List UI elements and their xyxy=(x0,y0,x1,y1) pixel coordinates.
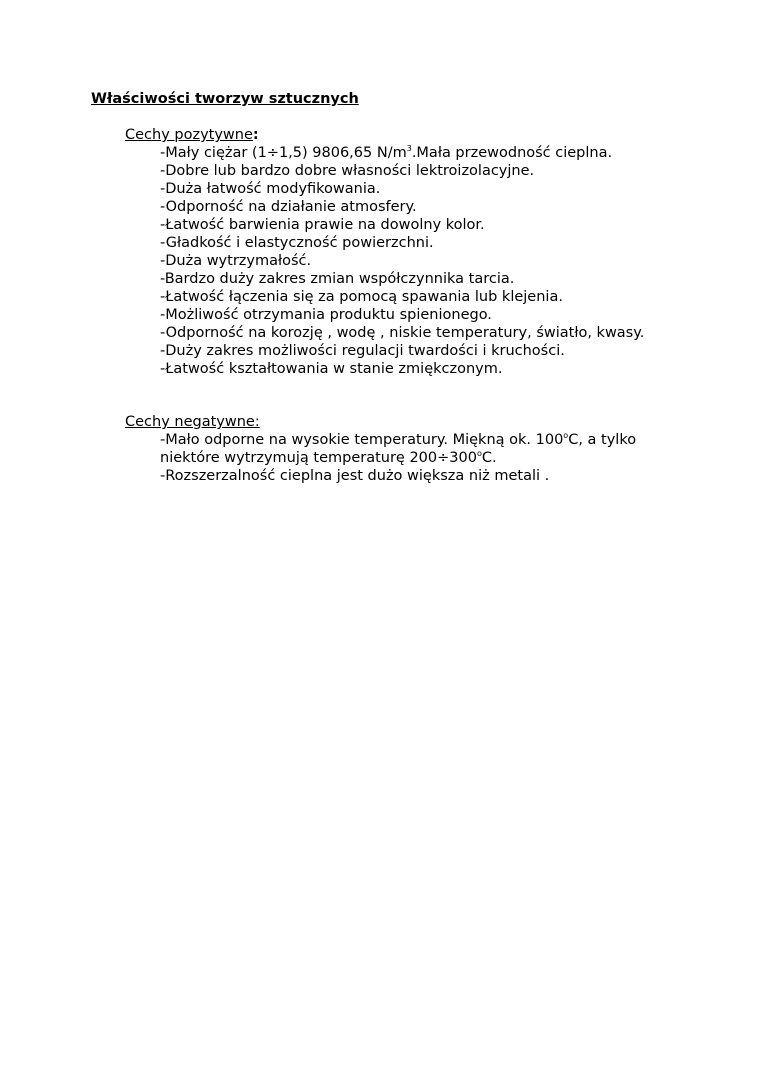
list-item: -Odporność na korozję , wodę , niskie temperatury, światło, kwasy. xyxy=(160,325,645,341)
list-item: -Dobre lub bardzo dobre własności lektroizolacyjne. xyxy=(160,163,535,179)
list-item: -Łatwość kształtowania w stanie zmiękczonym. xyxy=(160,361,503,377)
positive-heading-text: Cechy pozytywne xyxy=(125,127,253,143)
list-item: -Duży zakres możliwości regulacji twardości i kruchości. xyxy=(160,343,565,359)
list-item: -Duża wytrzymałość. xyxy=(160,253,312,269)
list-item: -Duża łatwość modyfikowania. xyxy=(160,181,381,197)
negative-features-section xyxy=(125,413,685,485)
positive-heading-colon: : xyxy=(252,127,259,143)
list-item: -Łatwość barwienia prawie na dowolny kolor. xyxy=(160,217,485,233)
list-item: -Łatwość łączenia się za pomocą spawania lub klejenia. xyxy=(160,289,563,305)
list-item: -Mało odporne na wysokie temperatury. Miękną ok. 100$^o$C, a tylko niektóre wytrzymują temperaturę $200\div 300^oC$. xyxy=(160,431,637,466)
positive-features-section xyxy=(125,126,685,378)
list-item: -Rozszerzalność cieplna jest dużo większa niż metali . xyxy=(160,468,550,484)
list-item: -Mały ciężar (1÷1,5) 9806,65 $N/m^3.Mała$ przewodność cieplna. xyxy=(160,144,613,161)
negative-features-heading xyxy=(125,413,685,431)
list-item: -Możliwość otrzymania produktu spienionego. xyxy=(160,307,492,323)
document-title: Właściwości tworzyw sztucznych xyxy=(91,91,359,107)
list-item: -Gładkość i elastyczność powierzchni. xyxy=(160,235,434,251)
positive-features-list xyxy=(125,144,685,378)
list-item: -Bardzo duży zakres zmian współczynnika tarcia. xyxy=(160,271,515,287)
negative-features-list xyxy=(125,431,685,485)
negative-heading-text: Cechy negatywne: xyxy=(125,414,260,430)
positive-features-heading xyxy=(125,126,685,144)
list-item: -Odporność na działanie atmosfery. xyxy=(160,199,417,215)
